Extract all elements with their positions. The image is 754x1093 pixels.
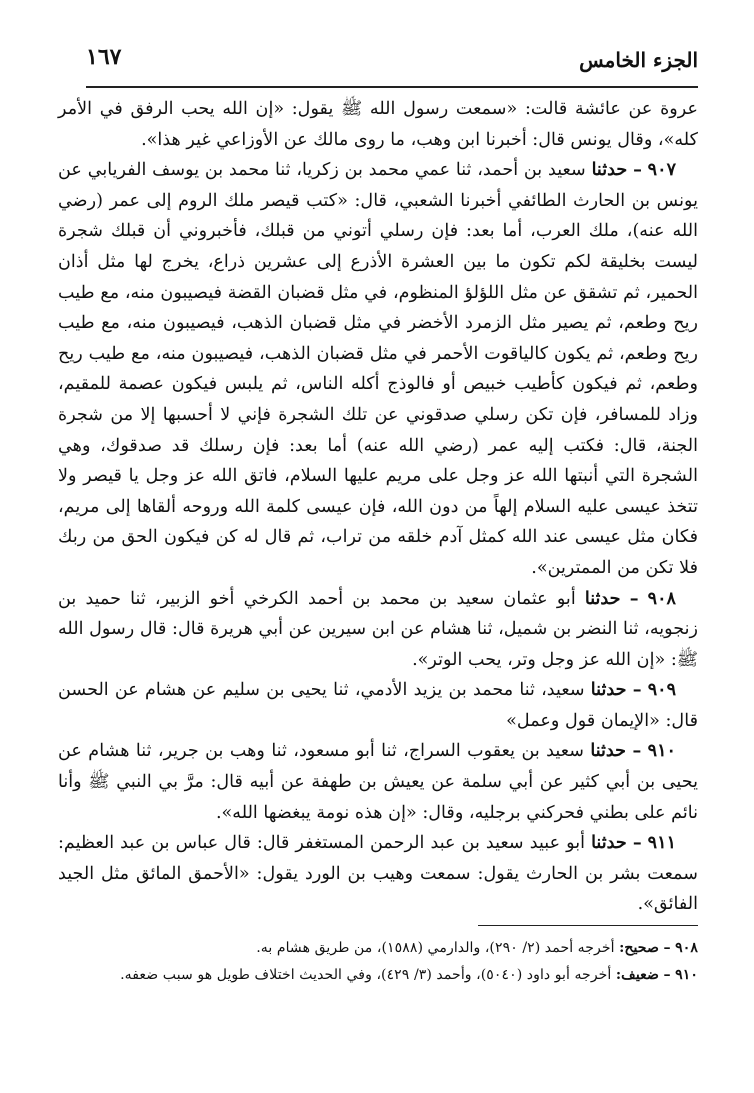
footnote-grade: صحيح: xyxy=(619,940,659,956)
hadith-text: سعيد، ثنا محمد بن يزيد الأدمي، ثنا يحيى بن سليم عن هشام عن الحسن قال: «الإيمان قول وعمل» xyxy=(58,680,698,731)
hadith-text: أبو عبيد سعيد بن عبد الرحمن المستغفر قال: قال عباس بن عبد العظيم: سمعت بشر بن الحارث يقول: سمعت وهيب بن الورد يقول: «الأحمق المائق مثل الجيد الفائق». xyxy=(58,833,698,915)
hadith-number: ٩١٠ xyxy=(647,740,676,762)
footnote xyxy=(58,963,698,988)
page-header xyxy=(86,40,698,80)
hadith-paragraph xyxy=(58,155,698,583)
hadith-text: سعيد بن يعقوب السراج، ثنا أبو مسعود، ثنا وهب بن جرير، ثنا هشام عن يحيى بن أبي كثير عن أبي سلمة عن يعيش بن طهفة عن أبيه قال: مرَّ بي النبي ﷺ وأنا نائم على بطني فحركني برجليه، وقال: «إن هذه نومة يبغضها الله». xyxy=(58,741,698,823)
main-text xyxy=(58,94,698,920)
running-title: الجزء الخامس xyxy=(579,48,698,72)
hadith-paragraph xyxy=(58,828,698,920)
hadith-text: سعيد بن أحمد، ثنا عمي محمد بن زكريا، ثنا محمد بن يوسف الفريابي عن يونس بن الحارث الطائفي أخبرنا الشعبي، قال: «كتب قيصر ملك الروم إلى عمر (رضي الله عنه)، ملك العرب، أما بعد: فإن رسلي أتوني من قبلك، فأخبروني أن قبلك شجرة ليست بخليقة لكم تكون ما بين العشرة الأذرع إلى عشرين ذراع، يخرج لها مثل أذان الحمير، ثم تشقق عن مثل اللؤلؤ المنظوم، في مثل قضبان القضة فيصيبون منه، مع طيب ريح وطعم، ثم يصير مثل الزمرد الأخضر في مثل قضبان الذهب، فيصيبون منه، مع طيب ريح وطعم، ثم يكون كالياقوت الأحمر في مثل قضبان الذهب، فيصيبون منه، مع طيب ريح وطعم، ثم فيكون كأطيب خبيص أو فالوذج أكله الناس، ثم يلبس فيكون عصمة للمقيم، وزاد للمسافر، فإن تكن رسلي صدقوني عن تلك الشجرة فإني لا أحسبها إلا من شجرة الجنة، قال: فكتب إليه عمر (رضي الله عنه) أما بعد: فإن رسلك قد صدقوك، وهي الشجرة التي أنبتها الله عز وجل على مريم عليها السلام، فاتق الله عز وجل يا قيصر ولا تتخذ عيسى عليه السلام إلهاً من دون الله، فإن عيسى كلمة الله وروحه ألقاها إلى مريم، فكان مثل عيسى عند الله كمثل آدم خلقه من تراب، ثم قال له كن فيكون الحق من ربك فلا تكن من الممترين». xyxy=(58,160,698,578)
hadith-dash: – xyxy=(633,159,642,181)
hadith-number: ٩٠٧ xyxy=(647,159,677,181)
footnote-number: ٩١٠ xyxy=(675,967,698,983)
hadith-number: ٩٠٩ xyxy=(647,679,677,701)
continuation-paragraph: عروة عن عائشة قالت: «سمعت رسول الله ﷺ يقول: «إن الله يحب الرفق في الأمر كله»، وقال يونس قال: أخبرنا ابن وهب، ما روى مالك عن الأوزاعي غير هذا». xyxy=(58,99,698,150)
hadith-dash: – xyxy=(632,740,642,762)
hadith-lead: حدثنا xyxy=(584,587,621,609)
header-rule xyxy=(86,86,698,88)
page-number: ١٦٧ xyxy=(86,44,122,70)
footnote-number: ٩٠٨ xyxy=(675,940,698,956)
footnote-dash: – xyxy=(663,940,671,956)
hadith-lead: حدثنا xyxy=(590,679,627,701)
footnotes xyxy=(58,936,698,990)
hadith-dash: – xyxy=(629,587,639,609)
hadith-lead: حدثنا xyxy=(591,832,627,854)
hadith-number: ٩١١ xyxy=(647,832,677,854)
hadith-text: أبو عثمان سعيد بن محمد بن أحمد الكرخي أخو الزبير، ثنا حميد بن زنجويه، ثنا النضر بن شميل، ثنا هشام عن ابن سيرين عن أبي هريرة قال: قال رسول الله ﷺ: «إن الله عز وجل وتر، يحب الوتر». xyxy=(58,588,698,670)
hadith-lead: حدثنا xyxy=(591,159,628,181)
footnote-text: أخرجه أحمد (٢/ ٢٩٠)، والدارمي (١٥٨٨)، من طريق هشام به. xyxy=(256,940,615,956)
footnote-dash: – xyxy=(663,967,671,983)
footnote-rule xyxy=(478,925,698,926)
hadith-paragraph xyxy=(58,675,698,736)
footnote-text: أخرجه أبو داود (٥٠٤٠)، وأحمد (٣/ ٤٢٩)، وفي الحديث اختلاف طويل هو سبب ضعفه. xyxy=(120,967,612,983)
hadith-paragraph xyxy=(58,736,698,828)
hadith-dash: – xyxy=(632,832,642,854)
footnote-grade: ضعيف: xyxy=(615,967,659,983)
footnote xyxy=(58,936,698,961)
hadith-paragraph xyxy=(58,584,698,676)
hadith-lead: حدثنا xyxy=(590,740,627,762)
hadith-dash: – xyxy=(632,679,642,701)
hadith-number: ٩٠٨ xyxy=(647,587,677,609)
